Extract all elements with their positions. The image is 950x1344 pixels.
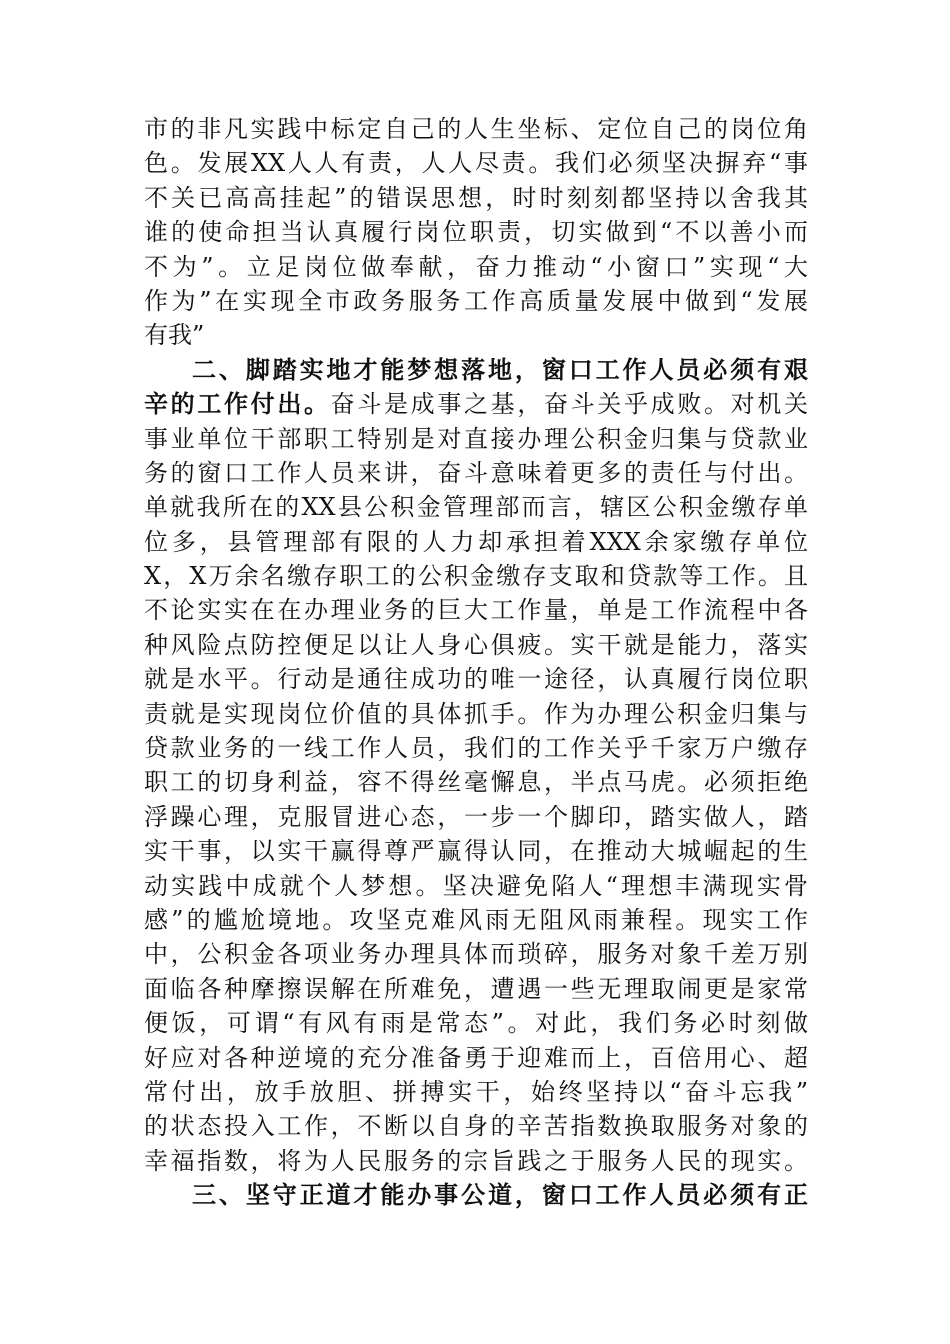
text-line: 有我” — [144, 321, 205, 350]
text-line: 位多，县管理部有限的人力却承担着XXX余家缴存单位 — [144, 527, 808, 556]
text-line: 谁的使命担当认真履行岗位职责，切实做到“不以善小而 — [144, 218, 808, 247]
text-line: 不论实实在在办理业务的巨大工作量，单是工作流程中各 — [144, 596, 808, 625]
text-line-rest: 奋斗是成事之基，奋斗关乎成败。对机关 — [330, 390, 808, 419]
section-heading-2-end: 辛的工作付出。 — [144, 389, 331, 419]
text-line: 单就我所在的XX县公积金管理部而言，辖区公积金缴存单 — [144, 493, 808, 522]
text-line: 贷款业务的一线工作人员，我们的工作关乎千家万户缴存 — [144, 734, 808, 763]
text-line: 感”的尴尬境地。攻坚克难风雨无阻风雨兼程。现实工作 — [144, 905, 808, 934]
section-heading-3: 三、坚守正道才能办事公道，窗口工作人员必须有正 — [192, 1180, 808, 1210]
text-line: 浮躁心理，克服冒进心态，一步一个脚印，踏实做人，踏 — [144, 802, 808, 831]
text-line: 面临各种摩擦误解在所难免，遭遇一些无理取闹更是家常 — [144, 974, 808, 1003]
text-line: 就是水平。行动是通往成功的唯一途径，认真履行岗位职 — [144, 665, 808, 694]
text-line: 不为”。立足岗位做奉献，奋力推动“小窗口”实现“大 — [144, 252, 808, 281]
text-line: 市的非凡实践中标定自己的人生坐标、定位自己的岗位角 — [144, 115, 808, 143]
text-line: 的状态投入工作，不断以自身的辛苦指数换取服务对象的 — [144, 1112, 808, 1141]
text-line — [144, 387, 808, 421]
text-line: 实干事，以实干赢得尊严赢得认同，在推动大城崛起的生 — [144, 837, 808, 866]
text-line: 职工的切身利益，容不得丝毫懈息，半点马虎。必须拒绝 — [144, 768, 808, 797]
text-line: 动实践中成就个人梦想。坚决避免陷人“理想丰满现实骨 — [144, 871, 808, 900]
text-line: 务的窗口工作人员来讲，奋斗意味着更多的责任与付出。 — [144, 458, 808, 487]
text-line: 作为”在实现全市政务服务工作高质量发展中做到“发展 — [144, 286, 808, 315]
text-line: 种风险点防控便足以让人身心俱疲。实干就是能力，落实 — [144, 630, 808, 659]
text-line: 便饭，可谓“有风有雨是常态”。对此，我们务必时刻做 — [144, 1009, 808, 1038]
text-line: 幸福指数，将为人民服务的宗旨践之于服务人民的现实。 — [144, 1146, 808, 1175]
text-line: 常付出，放手放胆、拼搏实干，始终坚持以“奋斗忘我” — [144, 1077, 808, 1106]
body-text — [144, 112, 808, 1213]
text-line: 好应对各种逆境的充分准备勇于迎难而上，百倍用心、超 — [144, 1043, 808, 1072]
text-line: 事业单位干部职工特别是对直接办理公积金归集与贷款业 — [144, 424, 808, 453]
text-line: 不关已高高挂起”的错误思想，时时刻刻都坚持以舍我其 — [144, 183, 808, 212]
text-line: 责就是实现岗位价值的具体抓手。作为办理公积金归集与 — [144, 699, 808, 728]
text-line: X，X万余名缴存职工的公积金缴存支取和贷款等工作。且 — [144, 562, 808, 591]
section-heading-2: 二、脚踏实地才能梦想落地，窗口工作人员必须有艰 — [192, 354, 808, 384]
text-line: 色。发展XX人人有责，人人尽责。我们必须坚决摒弃“事 — [144, 149, 808, 178]
text-line: 中，公积金各项业务办理具体而琐碎，服务对象千差万别 — [144, 940, 808, 969]
